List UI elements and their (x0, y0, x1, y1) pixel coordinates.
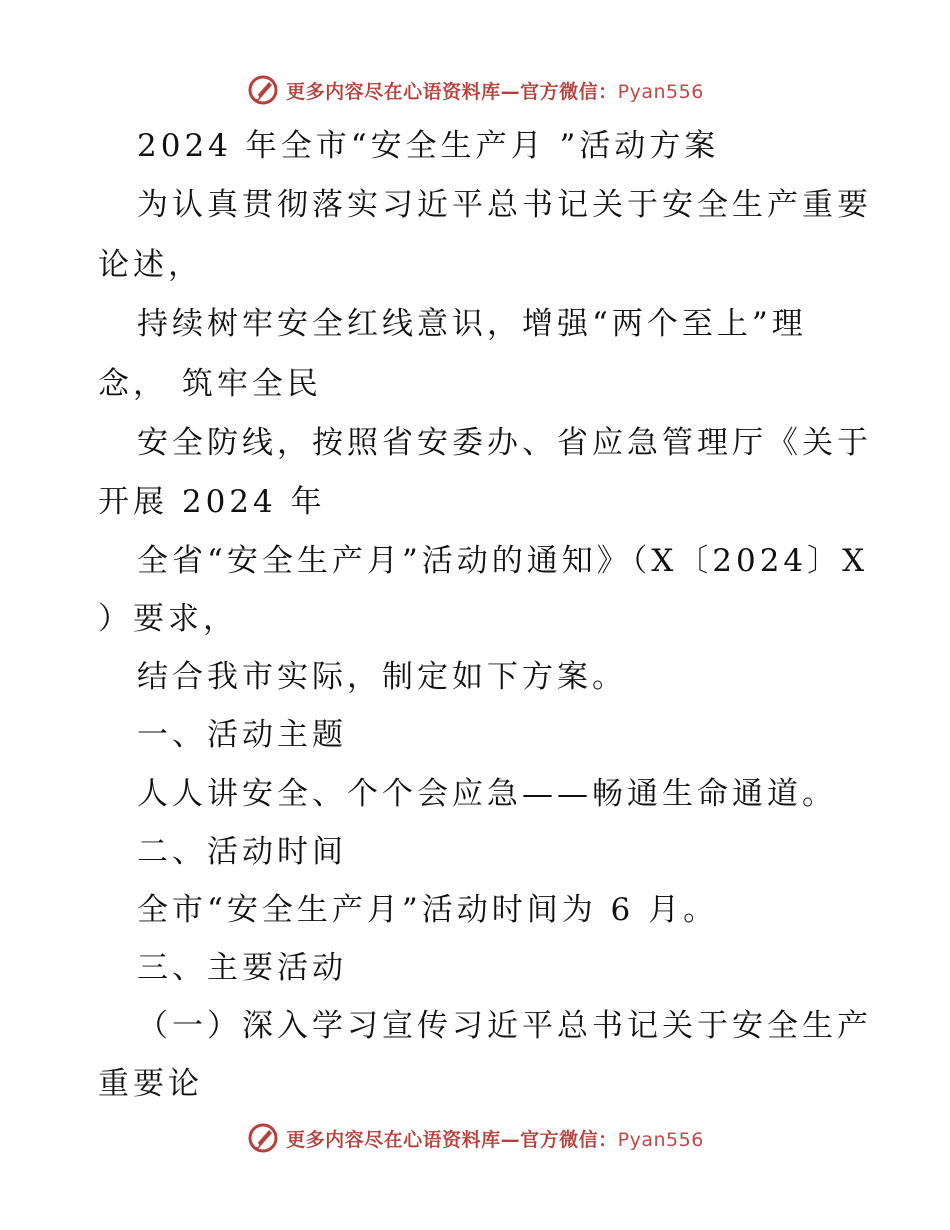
watermark-footer (0, 1118, 950, 1158)
sub-heading: （一）深入学习宣传习近平总书记关于安全生产 (137, 1008, 872, 1044)
paragraph-line: 安全防线，按照省安委办、省应急管理厅《关于 (137, 425, 872, 461)
document-title: 2024 年全市“安全生产月 ”活动方案 (137, 128, 720, 164)
section-heading: 二、活动时间 (137, 834, 347, 870)
paragraph-line: 重要论 (98, 1066, 203, 1102)
section-heading: 一、活动主题 (137, 717, 347, 753)
paragraph-line: 为认真贯彻落实习近平总书记关于安全生产重要 (137, 187, 872, 223)
section-heading: 三、主要活动 (137, 950, 347, 986)
watermark-text: 更多内容尽在心语资料库—官方微信：Pyan556 (286, 80, 704, 103)
paragraph-line: 开展 2024 年 (98, 484, 326, 520)
paragraph-line: 论述， (98, 247, 203, 283)
paragraph-line: 全市“安全生产月”活动时间为 6 月。 (137, 892, 719, 928)
paragraph-line: ）要求， (98, 601, 238, 637)
paragraph-line: 持续树牢安全红线意识，增强“两个至上”理 (137, 306, 807, 342)
watermark-text: 更多内容尽在心语资料库—官方微信：Pyan556 (286, 1128, 704, 1151)
pen-logo-icon (246, 1121, 280, 1155)
paragraph-line: 全省“安全生产月”活动的通知》（X〔2024〕X (137, 543, 869, 579)
paragraph-line: 人人讲安全、个个会应急——畅通生命通道。 (137, 776, 837, 812)
paragraph-line: 念， 筑牢全民 (98, 366, 322, 402)
paragraph-line: 结合我市实际，制定如下方案。 (137, 659, 627, 695)
